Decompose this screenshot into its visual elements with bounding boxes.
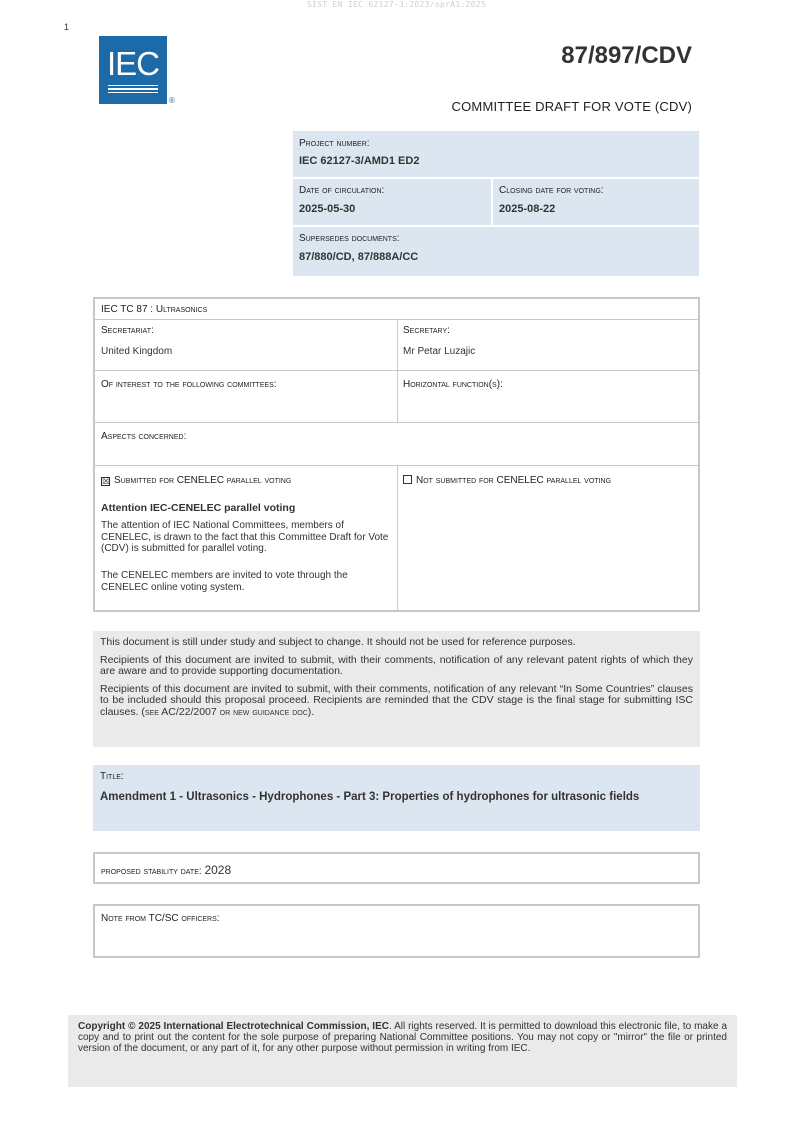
secretariat-label: Secretariat: [101,325,154,336]
circulation-cell [293,179,491,225]
closing-label: Closing date for voting: [499,185,604,196]
circulation-value: 2025-05-30 [299,203,356,215]
officers-note-label: Note from TC/SC officers: [101,913,220,924]
aspects-row [95,423,698,466]
interest-label: Of interest to the following committees: [101,379,277,390]
tc-title [101,304,207,315]
project-number-label: Project number: [299,138,370,149]
committee-table [93,297,700,612]
disclaimer-notice [93,631,700,747]
document-reference: 87/897/CDV [561,42,692,69]
closing-cell [493,179,699,225]
project-number-value: IEC 62127-3/AMD1 ED2 [299,155,420,167]
title-value: Amendment 1 - Ultrasonics - Hydrophones - Part 3: Properties of hydrophones for ultrasonic fields [100,791,640,803]
interest-row [95,371,698,423]
submitted-label: Submitted for CENELEC parallel voting [114,475,292,486]
attention-heading: Attention IEC-CENELEC parallel voting [101,502,296,514]
secretary-value: Mr Petar Luzajic [403,346,476,357]
notice-p3-main: Recipients of this document are invited to submit, with their comments, notification of any relevant “In Some Countries” clauses to be included should this proposal proceed. Recipients are reminded that the CDV stage is the final stage for submitting ISC clauses. ( [100,682,693,718]
iec-logo [99,36,167,104]
cenelec-row [95,466,698,610]
stability-value: 2028 [204,863,232,877]
document-type: COMMITTEE DRAFT FOR VOTE (CDV) [451,99,692,114]
not-submitted-label: Not submitted for CENELEC parallel voting [416,475,612,486]
stability-sep: : [198,866,205,877]
watermark: SIST EN IEC 62127-3:2023/oprA1:2025 [306,0,487,9]
copyright-bold: Copyright © 2025 International Electrotechnical Commission, IEC [78,1021,389,1032]
project-number-cell [293,131,699,177]
officers-note-box [93,904,700,958]
logo-text: IEC [106,45,159,82]
copyright-text: . All rights reserved. It is permitted to download this electronic file, to make a copy and to print out the content for the sole purpose of preparing National Committee positions. You may not copy or "mirror" the file or printed version of the document, or any part of it, for any other purpose without permission in writing from IEC. [78,1021,728,1054]
title-box [93,765,700,831]
circulation-label: Date of circulation: [299,185,385,196]
guidance-reference: see AC/22/2007 or new guidance doc [144,705,308,718]
secretary-label: Secretary: [403,325,450,336]
attention-paragraph-2: The CENELEC members are invited to vote through the CENELEC online voting system. [101,570,348,593]
horizontal-function-label: Horizontal function(s): [403,379,503,390]
stability-label: proposed stability date [101,866,199,877]
stability-date-box [93,852,700,884]
submitted-option [101,475,291,486]
tc-name: Ultrasonics [155,304,208,315]
notice-paragraph-2: Recipients of this document are invited to submit, with their comments, notification of any relevant patent rights of which they are aware and to provide supporting documentation. [100,653,693,677]
stability-date [101,863,231,877]
copyright-notice [68,1015,737,1087]
supersedes-value: 87/880/CD, 87/888A/CC [299,251,419,263]
aspects-label: Aspects concerned: [101,431,187,442]
title-label: Title: [100,771,124,782]
logo-lines [108,83,158,93]
checked-box-icon[interactable]: ☒ [102,476,111,486]
tc-row [95,299,698,320]
not-submitted-option [403,475,611,486]
supersedes-label: Supersedes documents: [299,233,400,244]
attention-paragraph-1: The attention of IEC National Committees, members of CENELEC, is drawn to the fact that this Committee Draft for Vote (CDV) is submitted for parallel voting. [101,520,389,554]
secretariat-row [95,320,698,371]
page-number: 1 [64,22,70,32]
unchecked-box-icon[interactable] [403,475,412,484]
notice-paragraph-3 [100,684,693,719]
closing-value: 2025-08-22 [499,203,556,215]
tc-prefix: IEC TC 87 : [101,304,156,315]
notice-p3-end: ). [307,705,315,718]
supersedes-cell [293,227,699,276]
registered-mark: ® [169,96,175,105]
secretariat-value: United Kingdom [101,346,173,357]
notice-paragraph-1: This document is still under study and subject to change. It should not be used for reference purposes. [100,636,576,648]
